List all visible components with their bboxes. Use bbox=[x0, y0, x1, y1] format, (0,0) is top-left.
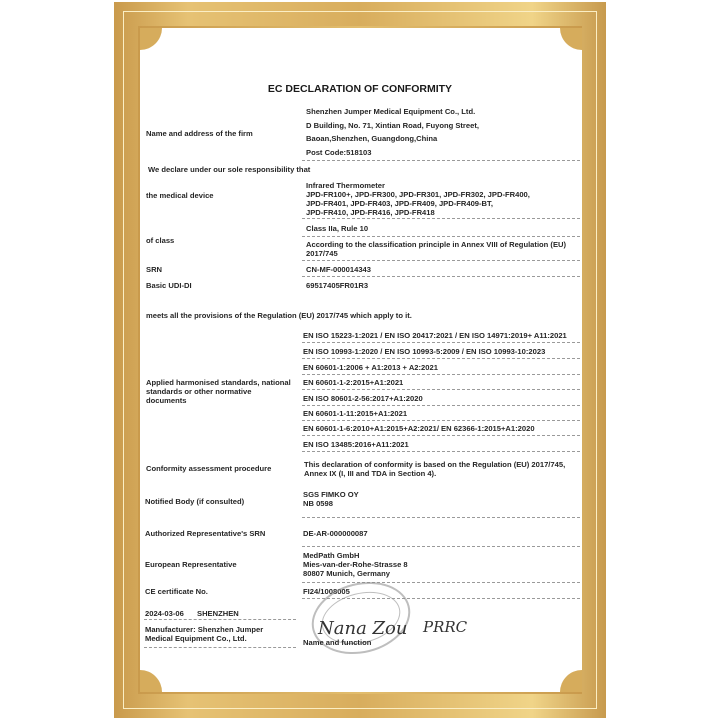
firm-address-line-1: D Building, No. 71, Xintian Road, Fuyong Street, bbox=[306, 121, 479, 130]
signature-role: PRRC bbox=[423, 618, 468, 636]
divider bbox=[302, 582, 580, 583]
firm-name: Shenzhen Jumper Medical Equipment Co., Ltd. bbox=[306, 107, 476, 116]
standard-item: EN ISO 15223-1:2021 / EN ISO 20417:2021 / EN ISO 14971:2019+ A11:2021 bbox=[303, 331, 567, 340]
eu-rep-address-2: 80807 Munich, Germany bbox=[303, 569, 390, 578]
conformity-text-2: Annex IX (I, III and TDA in Section 4). bbox=[304, 469, 437, 478]
name-function-label: Name and function bbox=[303, 638, 372, 647]
divider bbox=[302, 160, 580, 161]
notified-body-label: Notified Body (if consulted) bbox=[145, 497, 245, 506]
divider bbox=[302, 517, 580, 518]
firm-postcode: Post Code:518103 bbox=[306, 148, 372, 157]
divider bbox=[302, 435, 580, 436]
class-principle-1: According to the classification principle in Annex VIII of Regulation (EU) bbox=[306, 240, 567, 249]
signoff-place: SHENZHEN bbox=[197, 609, 239, 618]
conformity-text-1: This declaration of conformity is based on the Regulation (EU) 2017/745, bbox=[304, 460, 566, 469]
device-models-3: JPD-FR410, JPD-FR416, JPD-FR418 bbox=[306, 208, 435, 217]
manufacturer-line-2: Medical Equipment Co., Ltd. bbox=[145, 634, 247, 643]
firm-label: Name and address of the firm bbox=[146, 129, 253, 138]
standard-item: EN ISO 13485:2016+A11:2021 bbox=[303, 440, 409, 449]
divider bbox=[144, 647, 296, 648]
device-label: the medical device bbox=[146, 191, 214, 200]
divider bbox=[302, 389, 580, 390]
divider bbox=[302, 451, 580, 452]
class-rule: Class IIa, Rule 10 bbox=[306, 224, 369, 233]
divider bbox=[302, 342, 580, 343]
firm-address-line-2: Baoan,Shenzhen, Guangdong,China bbox=[306, 134, 438, 143]
device-models-1: JPD-FR100+, JPD-FR300, JPD-FR301, JPD-FR302, JPD-FR400, bbox=[306, 190, 530, 199]
device-models-2: JPD-FR401, JPD-FR403, JPD-FR409, JPD-FR409-BT, bbox=[306, 199, 493, 208]
standard-item: EN 60601-1-11:2015+A1:2021 bbox=[303, 409, 408, 418]
udi-value: 69517405FR01R3 bbox=[306, 281, 369, 290]
eu-rep-label: European Representative bbox=[145, 560, 237, 569]
meets-statement: meets all the provisions of the Regulation (EU) 2017/745 which apply to it. bbox=[146, 311, 412, 320]
divider bbox=[302, 420, 580, 421]
standards-label-1: Applied harmonised standards, national bbox=[146, 378, 291, 387]
standard-item: EN 60601-1:2006 + A1:2013 + A2:2021 bbox=[303, 363, 438, 372]
standard-item: EN ISO 10993-1:2020 / EN ISO 10993-5:2009 / EN ISO 10993-10:2023 bbox=[303, 347, 546, 356]
manufacturer-line-1: Manufacturer: Shenzhen Jumper bbox=[145, 625, 264, 634]
ar-srn-label: Authorized Representative's SRN bbox=[145, 529, 266, 538]
class-label: of class bbox=[146, 236, 175, 245]
signature: Nana Zou bbox=[318, 618, 408, 639]
srn-value: CN-MF-000014343 bbox=[306, 265, 371, 274]
ce-cert-value: FI24/1008005 bbox=[303, 587, 350, 596]
divider bbox=[302, 276, 580, 277]
conformity-label: Conformity assessment procedure bbox=[146, 464, 272, 473]
divider bbox=[302, 374, 580, 375]
standard-item: EN ISO 80601-2-56:2017+A1:2020 bbox=[303, 394, 423, 403]
divider bbox=[302, 260, 580, 261]
declare-statement: We declare under our sole responsibility that bbox=[148, 165, 311, 174]
srn-label: SRN bbox=[146, 265, 163, 274]
document-title: EC DECLARATION OF CONFORMITY bbox=[267, 83, 453, 95]
standards-label-2: standards or other normative bbox=[146, 387, 252, 396]
notified-body-name: SGS FIMKO OY bbox=[303, 490, 359, 499]
class-principle-2: 2017/745 bbox=[306, 249, 338, 258]
divider bbox=[302, 546, 580, 547]
divider bbox=[302, 358, 580, 359]
ar-srn-value: DE-AR-000000087 bbox=[303, 529, 368, 538]
notified-body-number: NB 0598 bbox=[303, 499, 333, 508]
eu-rep-name: MedPath GmbH bbox=[303, 551, 360, 560]
divider bbox=[302, 405, 580, 406]
standards-label-3: documents bbox=[146, 396, 187, 405]
device-name: Infrared Thermometer bbox=[306, 181, 385, 190]
standard-item: EN 60601-1-2:2015+A1:2021 bbox=[303, 378, 404, 387]
divider bbox=[302, 218, 580, 219]
udi-label: Basic UDI-DI bbox=[146, 281, 192, 290]
signoff-date: 2024-03-06 bbox=[145, 609, 184, 618]
divider bbox=[144, 619, 296, 620]
standard-item: EN 60601-1-6:2010+A1:2015+A2:2021/ EN 62366-1:2015+A1:2020 bbox=[303, 424, 535, 433]
divider bbox=[302, 236, 580, 237]
ce-cert-label: CE certificate No. bbox=[145, 587, 208, 596]
eu-rep-address-1: Mies-van-der-Rohe-Strasse 8 bbox=[303, 560, 408, 569]
